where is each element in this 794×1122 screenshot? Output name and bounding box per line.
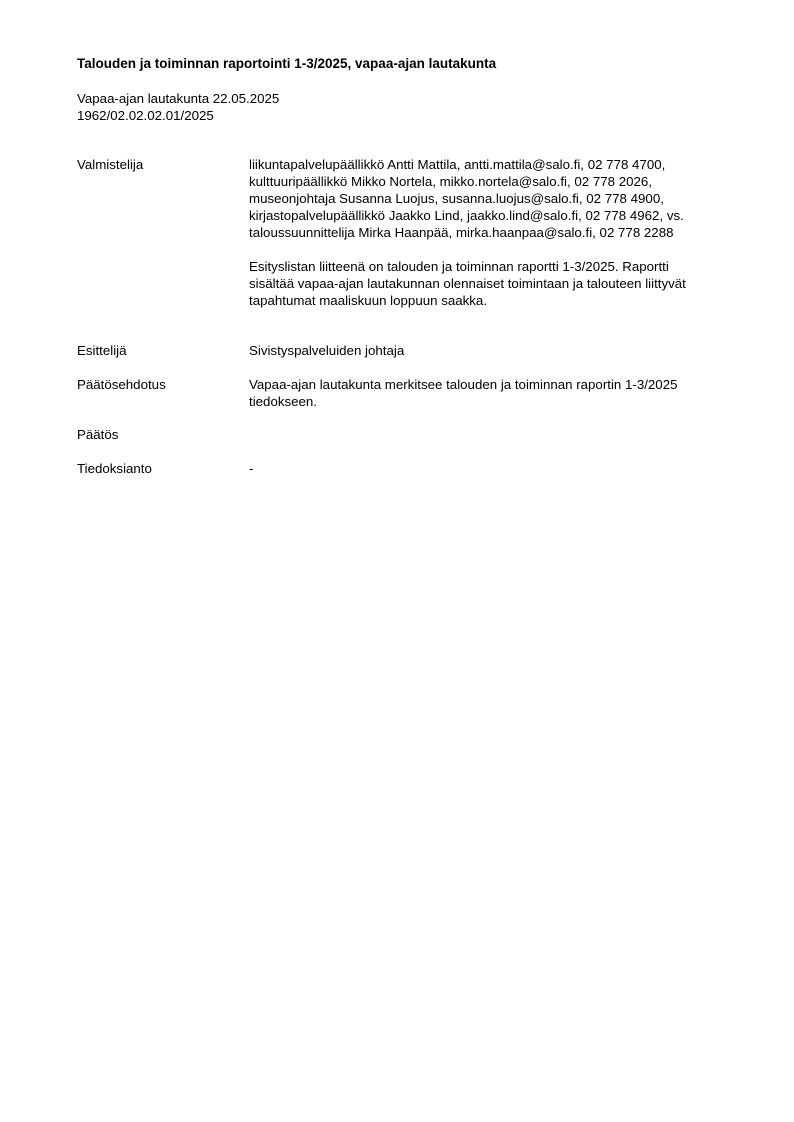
- reference-number: 1962/02.02.02.01/2025: [77, 108, 214, 123]
- preparer-line: kirjastopalvelupäällikkö Jaakko Lind, jaakko.lind@salo.fi, 02 778 4962, vs.: [249, 208, 684, 223]
- preparer-line: museonjohtaja Susanna Luojus, susanna.luojus@salo.fi, 02 778 4900,: [249, 191, 664, 206]
- label-paatosehdotus: Päätösehdotus: [77, 377, 166, 392]
- description-line: tapahtumat maaliskuun loppuun saakka.: [249, 293, 488, 308]
- esittelija-value: Sivistyspalveluiden johtaja: [249, 343, 405, 358]
- meeting-info: Vapaa-ajan lautakunta 22.05.2025: [77, 91, 280, 106]
- description-line: sisältää vapaa-ajan lautakunnan olennaiset toimintaan ja talouteen liittyvät: [249, 276, 686, 291]
- paatosehdotus-content: [249, 376, 737, 410]
- document-title: Talouden ja toiminnan raportointi 1-3/2025, vapaa-ajan lautakunta: [77, 56, 497, 71]
- preparers-list: [249, 156, 737, 241]
- tiedoksianto-value: -: [249, 461, 254, 476]
- preparer-line: taloussuunnittelija Mirka Haanpää, mirka.haanpaa@salo.fi, 02 778 2288: [249, 225, 674, 240]
- label-tiedoksianto: Tiedoksianto: [77, 461, 152, 476]
- label-paatos: Päätös: [77, 427, 119, 442]
- valmistelija-content: [249, 156, 737, 309]
- description-line: Esityslistan liitteenä on talouden ja toiminnan raportti 1-3/2025. Raportti: [249, 259, 669, 274]
- document-meta: [77, 90, 279, 124]
- label-valmistelija: Valmistelija: [77, 157, 144, 172]
- description-paragraph: [249, 258, 737, 309]
- proposal-line: Vapaa-ajan lautakunta merkitsee talouden ja toiminnan raportin 1-3/2025: [249, 377, 678, 392]
- preparer-line: liikuntapalvelupäällikkö Antti Mattila, antti.mattila@salo.fi, 02 778 4700,: [249, 157, 666, 172]
- proposal-line: tiedokseen.: [249, 394, 318, 409]
- preparer-line: kulttuuripäällikkö Mikko Nortela, mikko.nortela@salo.fi, 02 778 2026,: [249, 174, 652, 189]
- label-esittelija: Esittelijä: [77, 343, 127, 358]
